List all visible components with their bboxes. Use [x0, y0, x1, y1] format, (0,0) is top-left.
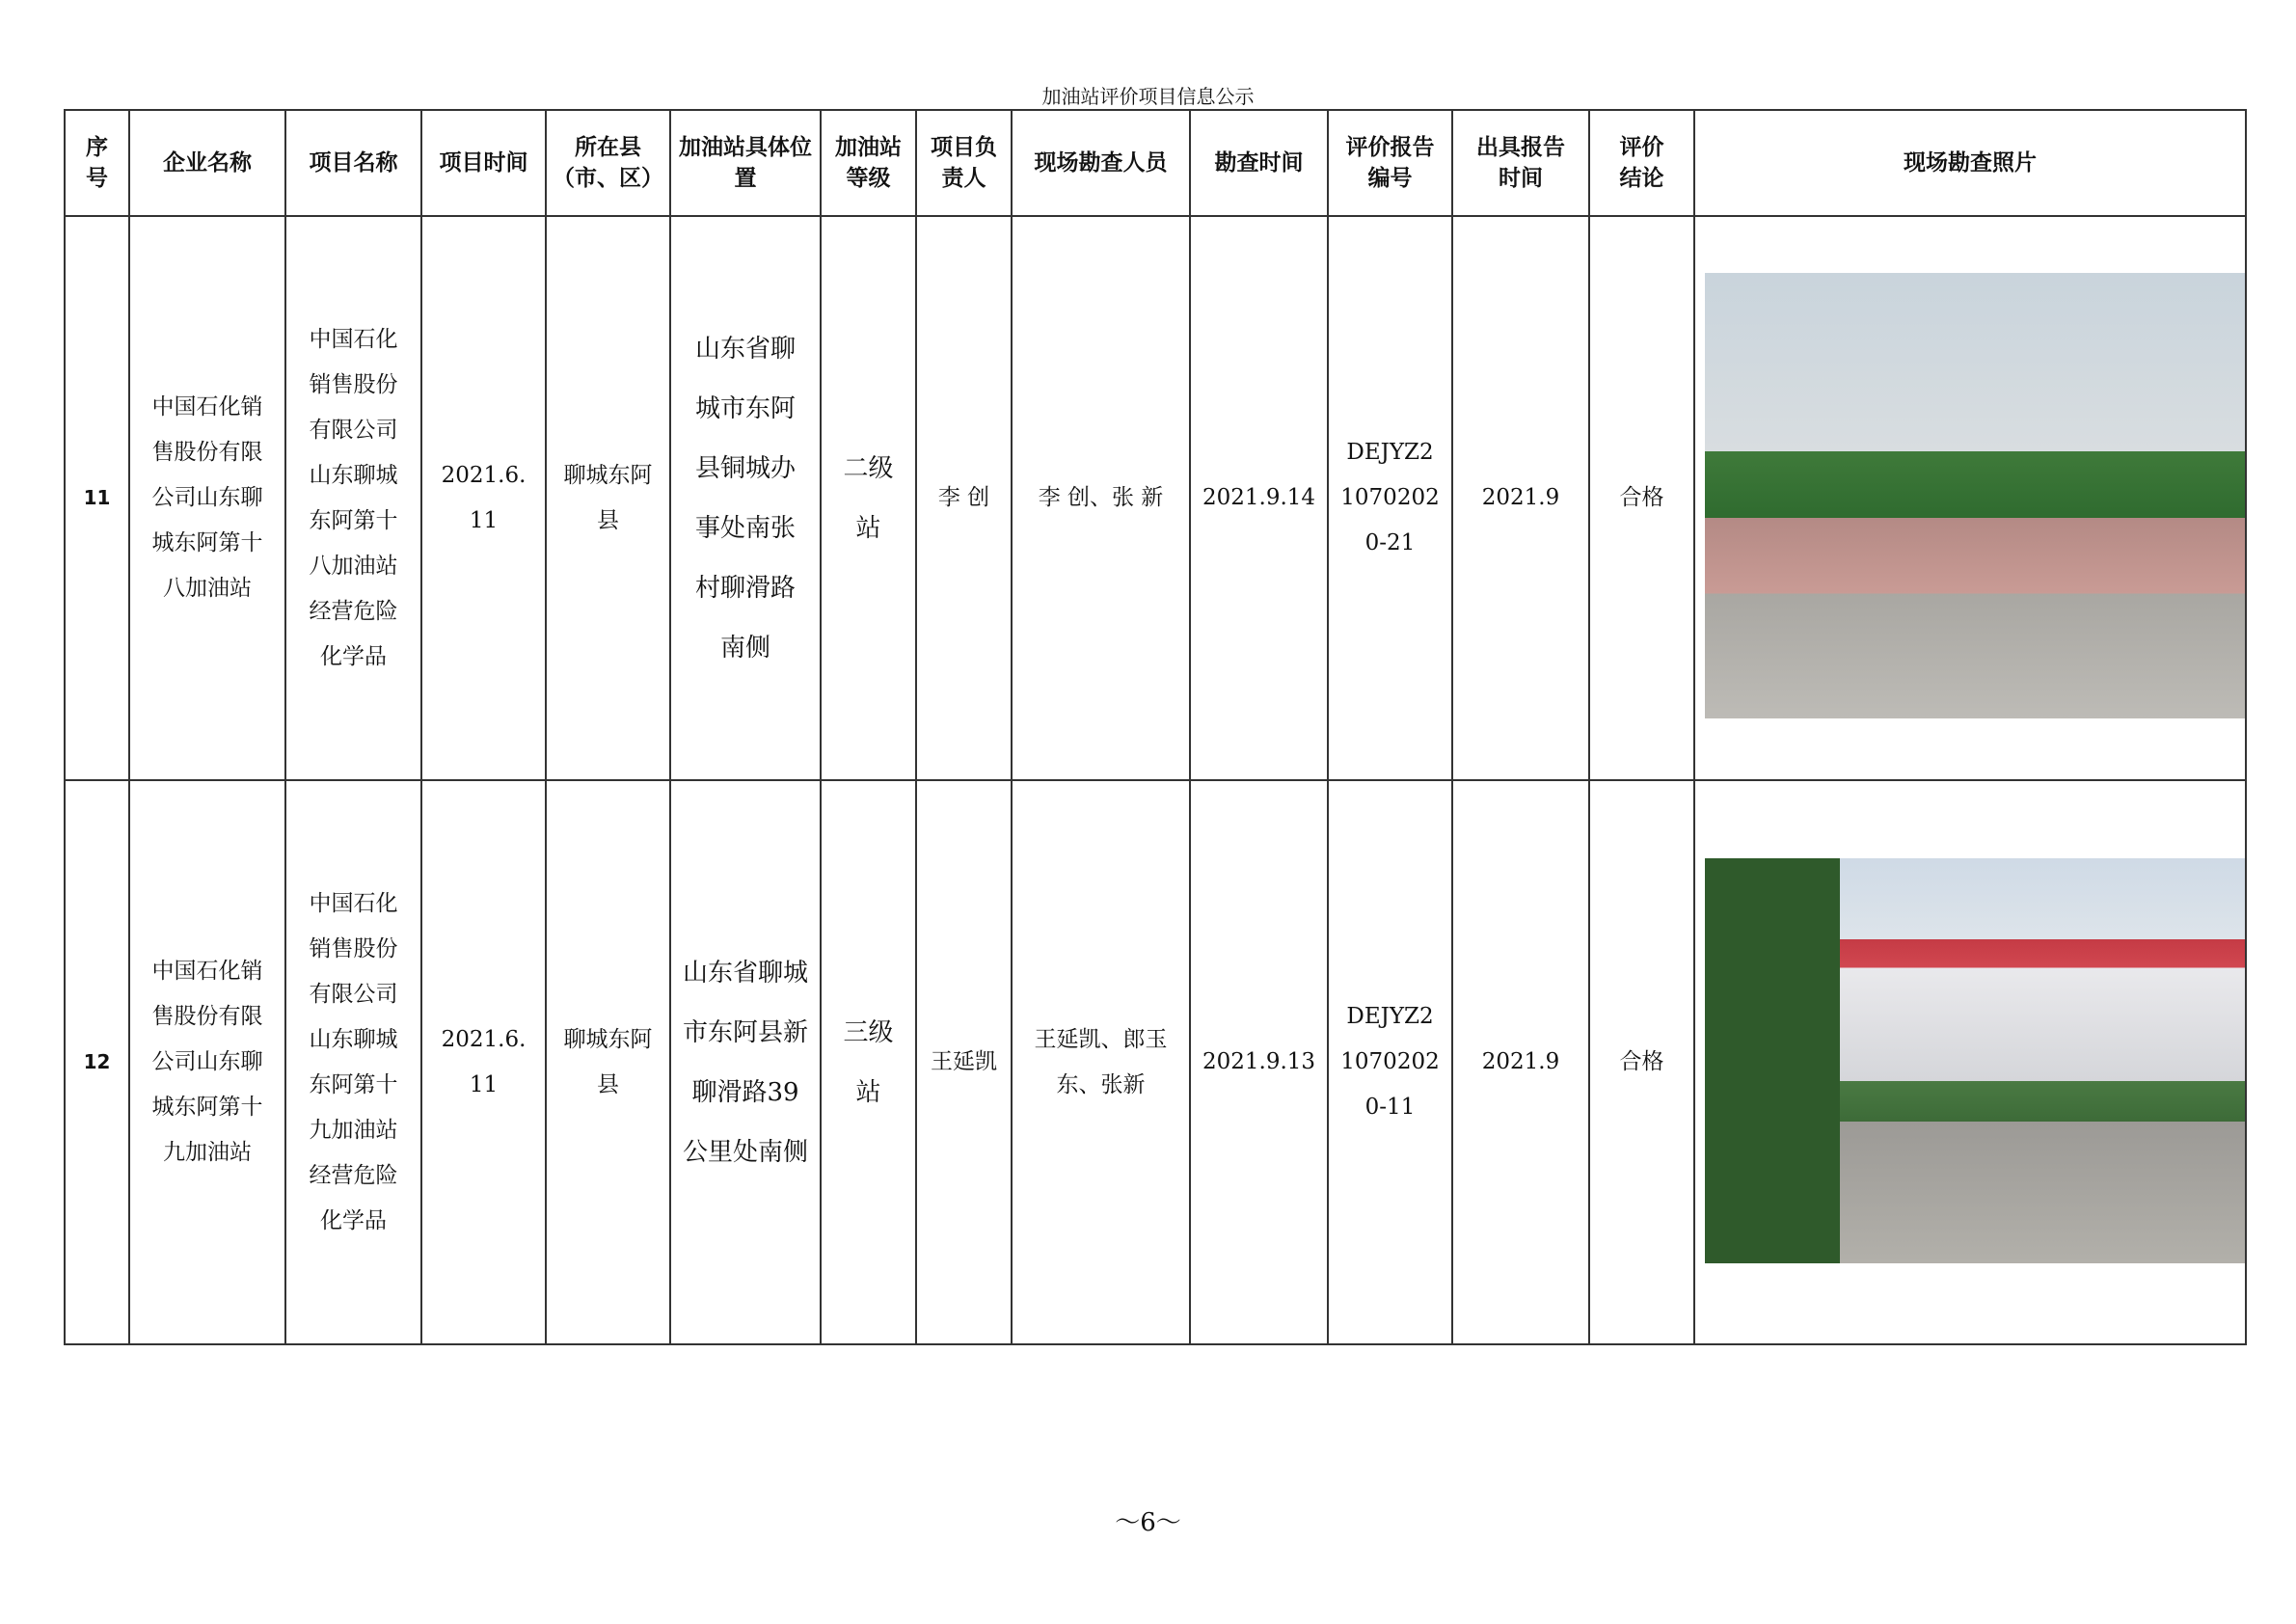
- row-project-time: 2021.6.11: [421, 216, 546, 780]
- row-location: 山东省聊城市东阿县铜城办事处南张村聊滑路南侧: [670, 216, 821, 780]
- header-survey-time: 勘查时间: [1190, 110, 1328, 216]
- row-report-time: 2021.9: [1452, 216, 1589, 780]
- row-location: 山东省聊城市东阿县新聊滑路39公里处南侧: [670, 780, 821, 1344]
- header-photo: 现场勘查照片: [1694, 110, 2246, 216]
- site-survey-photo: [1705, 273, 2245, 718]
- header-grade: 加油站等级: [821, 110, 916, 216]
- row-conclusion: 合格: [1589, 780, 1694, 1344]
- header-project: 项目名称: [285, 110, 421, 216]
- site-survey-photo: [1705, 858, 2245, 1263]
- header-leader: 项目负责人: [916, 110, 1012, 216]
- header-surveyors: 现场勘查人员: [1012, 110, 1190, 216]
- row-survey-time: 2021.9.13: [1190, 780, 1328, 1344]
- row-no: 11: [65, 216, 129, 780]
- header-location: 加油站具体位置: [670, 110, 821, 216]
- row-project-time: 2021.6.11: [421, 780, 546, 1344]
- row-company: 中国石化销售股份有限公司山东聊城东阿第十九加油站: [129, 780, 285, 1344]
- row-company: 中国石化销售股份有限公司山东聊城东阿第十八加油站: [129, 216, 285, 780]
- row-conclusion: 合格: [1589, 216, 1694, 780]
- row-leader: 李 创: [916, 216, 1012, 780]
- row-surveyors: 李 创、张 新: [1012, 216, 1190, 780]
- row-survey-time: 2021.9.14: [1190, 216, 1328, 780]
- document-title: 加油站评价项目信息公示: [1041, 85, 1255, 108]
- header-row: [65, 110, 2246, 216]
- row-project: 中国石化销售股份有限公司山东聊城东阿第十八加油站经营危险化学品: [285, 216, 421, 780]
- header-county: 所在县（市、区）: [546, 110, 670, 216]
- row-project: 中国石化销售股份有限公司山东聊城东阿第十九加油站经营危险化学品: [285, 780, 421, 1344]
- row-photo-cell: [1694, 216, 2246, 780]
- row-report-time: 2021.9: [1452, 780, 1589, 1344]
- row-county: 聊城东阿县: [546, 216, 670, 780]
- row-leader: 王延凯: [916, 780, 1012, 1344]
- table-row: [65, 780, 2246, 1344]
- row-grade: 二级站: [821, 216, 916, 780]
- page-number: ～6～: [1115, 1508, 1181, 1537]
- table-row: [65, 216, 2246, 780]
- row-photo-cell: [1694, 780, 2246, 1344]
- header-no: 序号: [65, 110, 129, 216]
- header-report-no: 评价报告编号: [1328, 110, 1452, 216]
- header-company: 企业名称: [129, 110, 285, 216]
- row-no: 12: [65, 780, 129, 1344]
- row-report-no: DEJYZ210702020-21: [1328, 216, 1452, 780]
- header-report-time: 出具报告时间: [1452, 110, 1589, 216]
- header-project-time: 项目时间: [421, 110, 546, 216]
- row-report-no: DEJYZ210702020-11: [1328, 780, 1452, 1344]
- project-info-table: [64, 109, 2247, 1345]
- header-conclusion: 评价结论: [1589, 110, 1694, 216]
- row-grade: 三级站: [821, 780, 916, 1344]
- row-surveyors: 王延凯、郎玉东、张新: [1012, 780, 1190, 1344]
- row-county: 聊城东阿县: [546, 780, 670, 1344]
